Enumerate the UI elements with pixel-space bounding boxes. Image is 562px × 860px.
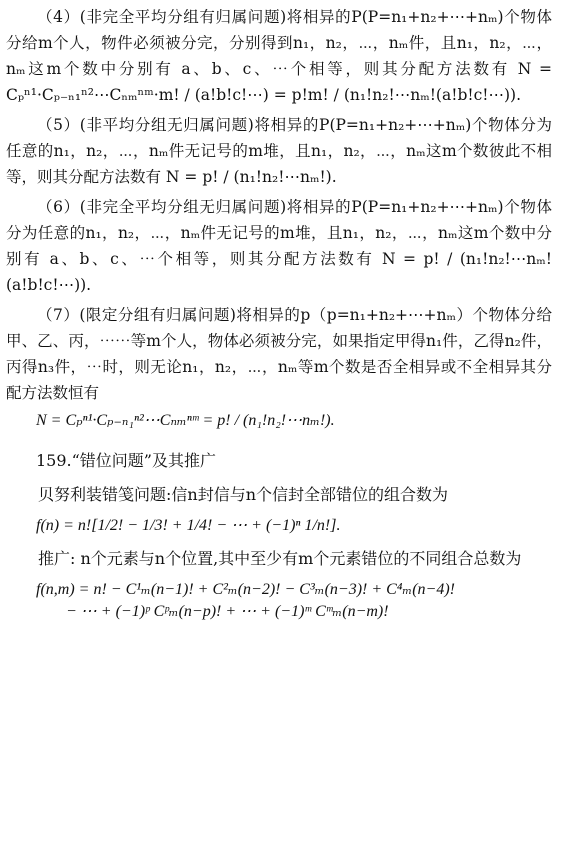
paragraph-6: （6）(非完全平均分组无归属问题)将相异的P(P=n₁+n₂+⋯+nₘ)个物体分为任意的n₁，n₂，⋯，nₘ件无记号的m堆，且n₁，n₂，⋯，nₘ这m个数中分别有 a、b、c、⋯个相等，则其分配方法数有 N = p! / (n₁!n₂!⋯nₘ!(a!b!c!⋯)). xyxy=(6,198,552,294)
section-159-text-2: 推广: n个元素与n个位置,其中至少有m个元素错位的不同组合总数为 xyxy=(38,549,522,568)
section-159-heading: 159.“错位问题”及其推广 xyxy=(36,451,216,470)
section-159-text-1: 贝努利装错笺问题:信n封信与n个信封全部错位的组合数为 xyxy=(38,485,449,504)
formula-generalized-line-1: f(n,m) = n! − C¹ₘ(n−1)! + C²ₘ(n−2)! − C³ₘ(n−3)! + C⁴ₘ(n−4)! xyxy=(36,581,455,598)
section-159 xyxy=(6,448,552,621)
formula-7: N = Cₚⁿ¹·Cₚ₋ₙ₁ⁿ²⋯Cₙₘⁿᵐ = p! / (n₁!n₂!⋯nₘ!). xyxy=(36,412,335,429)
formula-generalized-line-2: − ⋯ + (−1)ᵖ Cᵖₘ(n−p)! + ⋯ + (−1)ᵐ Cᵐₘ(n−m)! xyxy=(66,603,389,620)
paragraph-7: （7）(限定分组有归属问题)将相异的p（p=n₁+n₂+⋯+nₘ）个物体分给甲、乙、丙，⋯⋯等m个人，物体必须被分完，如果指定甲得n₁件，乙得n₂件，丙得n₃件，⋯时，则无论n₁，n₂，⋯，nₘ等m个数是否全相异或不全相异其分配方法数恒有 xyxy=(6,306,552,402)
formula-derangement: f(n) = n![1/2! − 1/3! + 1/4! − ⋯ + (−1)ⁿ 1/n!]. xyxy=(36,517,341,534)
paragraph-4: （4）(非完全平均分组有归属问题)将相异的P(P=n₁+n₂+⋯+nₘ)个物体分给m个人，物件必须被分完，分别得到n₁，n₂，⋯，nₘ件，且n₁，n₂，⋯，nₘ这m个数中分别有 a、b、c、⋯个相等，则其分配方法数有 N = Cₚⁿ¹·Cₚ₋ₙ₁ⁿ²⋯Cₙₘⁿᵐ·m! / (a!b!c!⋯) = p!m! / (n₁!n₂!⋯nₘ!(a!b!c!⋯)). xyxy=(6,8,552,104)
paragraph-5: （5）(非平均分组无归属问题)将相异的P(P=n₁+n₂+⋯+nₘ)个物体分为任意的n₁，n₂，⋯，nₘ件无记号的m堆，且n₁，n₂，⋯，nₘ这m个数彼此不相等，则其分配方法数有 N = p! / (n₁!n₂!⋯nₘ!). xyxy=(6,116,552,186)
